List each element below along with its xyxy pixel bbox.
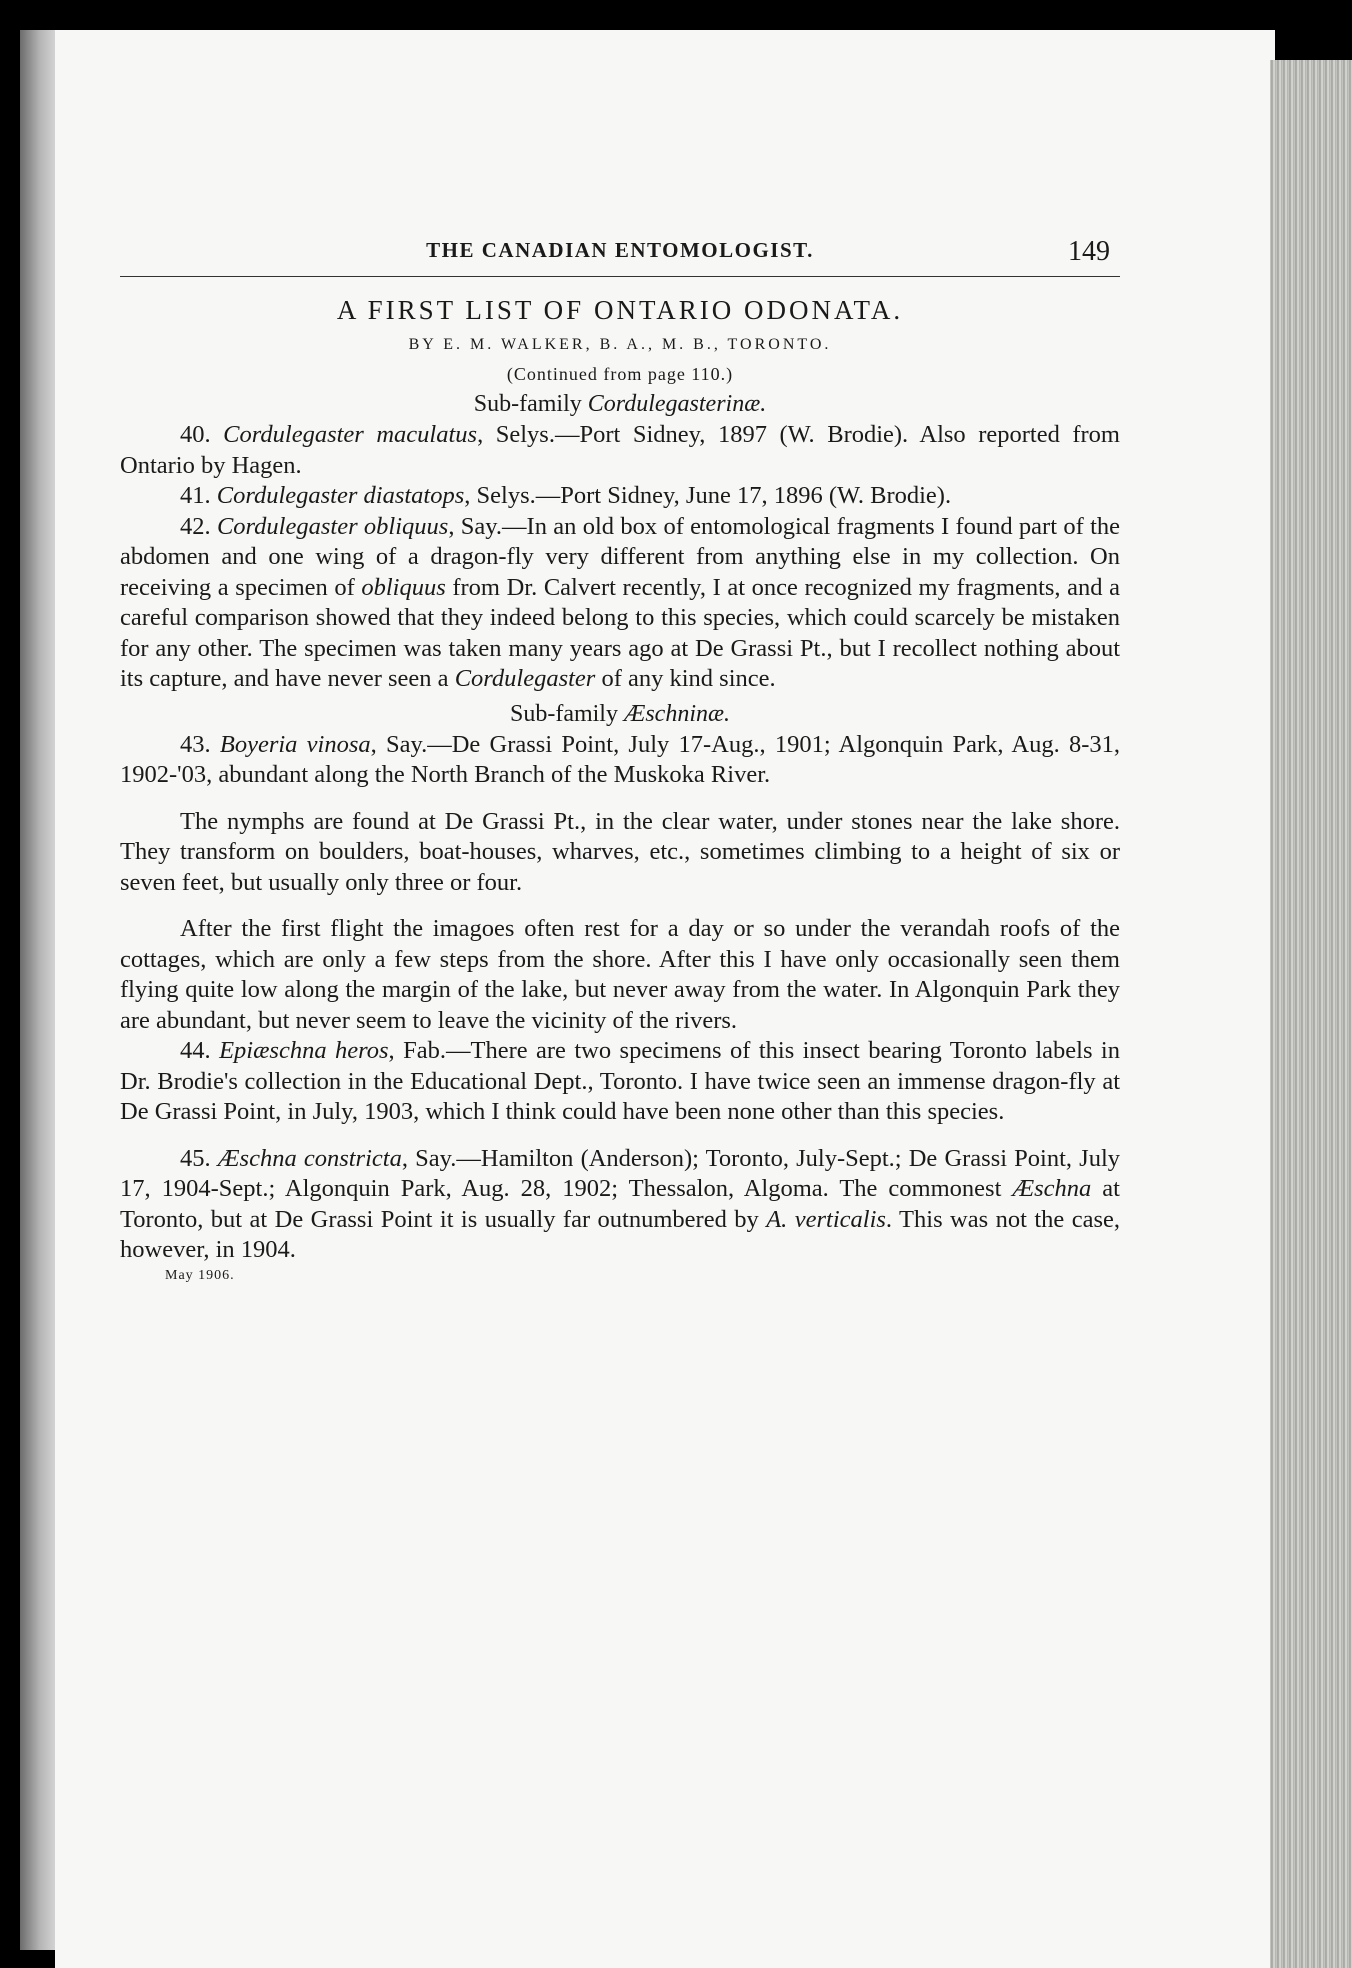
species-name: Cordulegaster obliquus (216, 512, 449, 540)
article-byline: BY E. M. WALKER, B. A., M. B., TORONTO. (408, 336, 832, 353)
italic-term: A. verticalis (766, 1205, 886, 1233)
italic-term: Æschna (1012, 1175, 1092, 1202)
entry-number: 42. (180, 512, 217, 540)
body-paragraph: The nymphs are found at De Grassi Pt., in the clear water, under stones near the lake shore. They transform on boulders, boat-houses, wharves, etc., sometimes climbing to a height of six or seven feet, but usually only three or four. (120, 807, 1120, 896)
subfamily-heading (120, 701, 1120, 728)
species-entry (120, 512, 1120, 695)
entry-number: 41. (180, 482, 217, 509)
species-name: Cordulegaster diastatops (216, 482, 465, 509)
entry-text: . This was not the case, however, in 1904. (120, 1205, 1120, 1263)
italic-term: Cordulegaster (454, 665, 596, 692)
running-header (120, 230, 1120, 277)
page-edges (1270, 60, 1352, 1968)
species-name: Epiæschna heros (219, 1037, 389, 1064)
species-name: Boyeria vinosa (219, 730, 371, 758)
species-entry (120, 420, 1120, 481)
entry-text: , Selys.—Port Sidney, 1897 (W. Brodie). Also reported from Ontario by Hagen. (120, 421, 1120, 479)
italic-term: obliquus (361, 573, 446, 601)
entry-number: 43. (180, 730, 220, 758)
page-content (120, 230, 1120, 1284)
entry-text: , Say.—De Grassi Point, July 17-Aug., 1901; Algonquin Park, Aug. 8-31, 1902-'03, abundant along the North Branch of the Muskoka River. (120, 730, 1121, 788)
species-entry (120, 481, 1120, 512)
species-name: Æschna constricta (217, 1144, 402, 1172)
subfamily-name: Æschninæ. (623, 700, 730, 727)
article-title: A FIRST LIST OF ONTARIO ODONATA. (336, 295, 904, 325)
entry-number: 45. (180, 1144, 218, 1172)
subfamily-prefix: Sub-family (473, 391, 588, 417)
subfamily-prefix: Sub-family (509, 700, 624, 727)
entry-number: 40. (180, 421, 224, 448)
continued-note: (Continued from page 110.) (506, 364, 734, 384)
subfamily-name: Cordulegasterinæ. (587, 391, 767, 417)
page-number: 149 (1068, 236, 1110, 267)
entry-text: , Selys.—Port Sidney, June 17, 1896 (W. Brodie). (464, 482, 952, 509)
entry-text: , Say.—In an old box of entomological fragments I found part of the abdomen and one wing of a dragon-fly very different from anything else in my collection. On receiving a specimen of (120, 512, 1121, 601)
entry-text: , Say.—Hamilton (Anderson); Toronto, July-Sept.; De Grassi Point, July 17, 1904-Sept.; Algonquin Park, Aug. 28, 1902; Thessalon, Algoma. The commonest (120, 1144, 1121, 1202)
entry-text: , Fab.—There are two specimens of this insect bearing Toronto labels in Dr. Brodie's collection in the Educational Dept., Toronto. I have twice seen an immense dragon-fly at De Grassi Point, in July, 1903, which I think could have been none other than this species. (120, 1037, 1120, 1125)
entry-text: from Dr. Calvert recently, I at once recognized my fragments, and a careful comparison showed that they indeed belong to this species, which could scarcely be mistaken for any other. The specimen was taken many years ago at De Grassi Pt., but I recollect nothing about its capture, and have never seen a (120, 573, 1120, 692)
entry-text: of any kind since. (595, 665, 776, 692)
running-title: THE CANADIAN ENTOMOLOGIST. (426, 238, 814, 262)
species-name: Cordulegaster maculatus (223, 421, 478, 448)
species-entry (120, 1144, 1120, 1266)
subfamily-heading (120, 391, 1120, 418)
body-paragraph: After the first flight the imagoes often rest for a day or so under the verandah roofs of the cottages, which are only a few steps from the shore. After this I have only occasionally seen them flying quite low along the margin of the lake, but never away from the water. In Algonquin Park they are abundant, but never seem to leave the vicinity of the rivers. (120, 915, 1120, 1034)
entry-text: at Toronto, but at De Grassi Point it is usually far outnumbered by (120, 1175, 1120, 1233)
entry-number: 44. (180, 1037, 220, 1064)
species-entry (120, 730, 1120, 791)
species-entry (120, 1036, 1120, 1128)
issue-date: May 1906. (165, 1267, 235, 1283)
